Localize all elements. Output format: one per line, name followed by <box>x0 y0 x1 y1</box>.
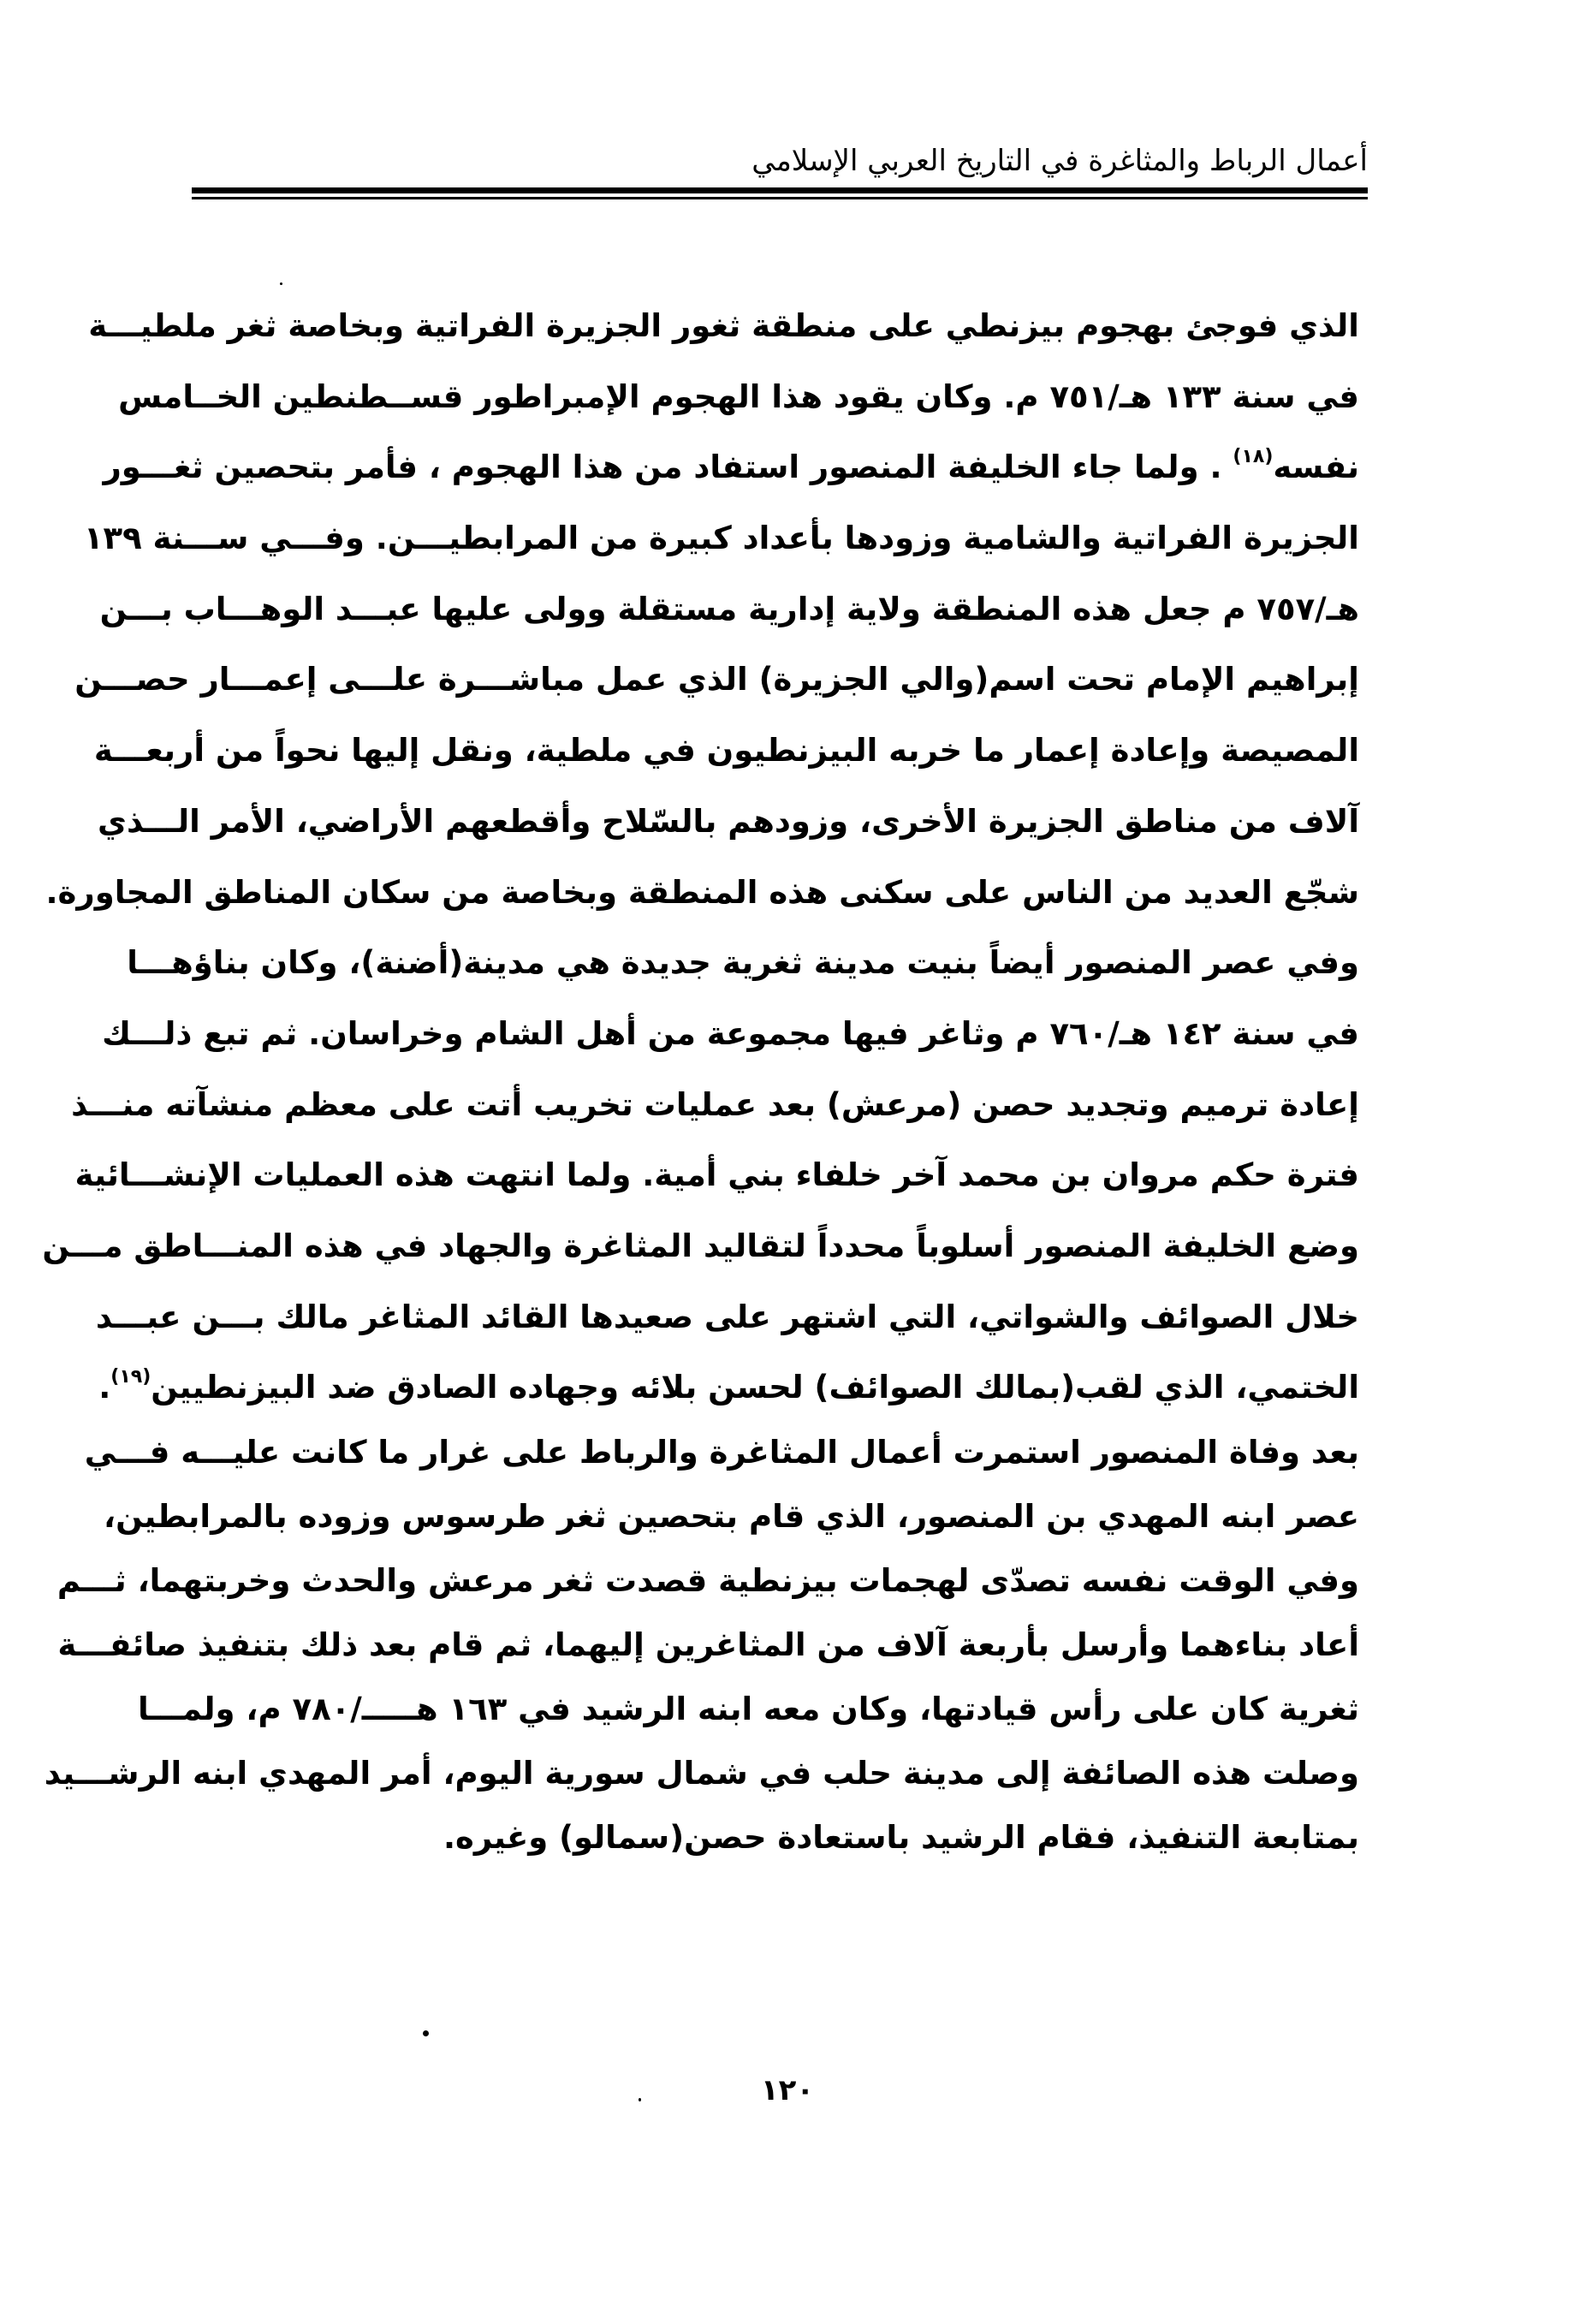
text-line: آلاف من مناطق الجزيرة الأخرى، وزودهم بالسّلاح وأقطعهم الأراضي، الأمر الـــذي <box>98 802 1359 840</box>
footnote-marker-19: (١٩) <box>110 1366 151 1388</box>
text-line <box>98 1361 1359 1432</box>
text-line: الجزيرة الفراتية والشامية وزودها بأعداد كبيرة من المرابطيـــن. وفـــي ســـنة ١٣٩ <box>83 520 1359 557</box>
text-segment: . <box>98 1369 111 1406</box>
text-line: وضع الخليفة المنصور أسلوباً محدداً لتقاليد المثاغرة والجهاد في هذه المنـــاطق مـــن <box>42 1227 1359 1264</box>
scan-speck <box>639 2098 641 2101</box>
text-line <box>103 441 1359 512</box>
text-segment: الختمي، الذي لقب(بمالك الصوائف) لحسن بلائه وجهاده الصادق ضد البيزنطيين <box>151 1369 1359 1406</box>
text-line: شجّع العديد من الناس على سكنى هذه المنطقة وبخاصة من سكان المناطق المجاورة. <box>45 873 1359 911</box>
text-line: بمتابعة التنفيذ، فقام الرشيد باستعادة حصن(سمالو) وغيره. <box>443 1819 1359 1856</box>
text-line: إبراهيم الإمام تحت اسم(والي الجزيرة) الذي عمل مباشـــرة علـــى إعمـــار حصـــن <box>74 661 1359 698</box>
text-line: هـ/٧٥٧ م جعل هذه المنطقة ولاية إدارية مستقلة وولى عليها عبـــد الوهـــاب بـــن <box>99 590 1359 627</box>
text-line: عصر ابنه المهدي بن المنصور، الذي قام بتحصين ثغر طرسوس وزوده بالمرابطين، <box>104 1498 1359 1535</box>
paragraph-2 <box>44 1426 1359 1875</box>
scan-speck <box>423 2030 429 2036</box>
text-line: إعادة ترميم وتجديد حصن (مرعش) بعد عمليات تخريب أتت على معظم منشآته منـــذ <box>71 1085 1359 1123</box>
header-rule-thick <box>192 187 1368 193</box>
text-line: في سنة ١٣٣ هـ/٧٥١ م. وكان يقود هذا الهجوم الإمبراطور قســطنطين الخــامس <box>118 377 1359 415</box>
text-line: خلال الصوائف والشواتي، التي اشتهر على صعيدها القائد المثاغر مالك بـــن عبـــد <box>95 1298 1359 1335</box>
header-rule-thin <box>192 197 1368 199</box>
text-line: في سنة ١٤٢ هـ/٧٦٠ م وثاغر فيها مجموعة من أهل الشام وخراسان. ثم تبع ذلـــك <box>102 1014 1359 1052</box>
running-header-title: أعمال الرباط والمثاغرة في التاريخ العربي الإسلامي <box>751 144 1368 178</box>
text-segment: . ولما جاء الخليفة المنصور استفاد من هذا الهجوم ، فأمر بتحصين ثغـــور <box>103 449 1233 486</box>
text-line: الذي فوجئ بهجوم بيزنطي على منطقة ثغور الجزيرة الفراتية وبخاصة ثغر ملطيـــة <box>88 307 1359 344</box>
text-line: وصلت هذه الصائفة إلى مدينة حلب في شمال سورية اليوم، أمر المهدي ابنه الرشـــيد <box>44 1755 1359 1792</box>
text-line: بعد وفاة المنصور استمرت أعمال المثاغرة والرباط على غرار ما كانت عليـــه فـــي <box>84 1434 1359 1471</box>
text-line: المصيصة وإعادة إعمار ما خربه البيزنطيون في ملطية، ونقل إليها نحواً من أربعـــة <box>93 732 1359 770</box>
page-number: ١٢٠ <box>760 2073 815 2107</box>
text-line: ثغرية كان على رأس قيادتها، وكان معه ابنه الرشيد في ١٦٣ هـــــ/٧٨٠ م، ولمـــا <box>138 1691 1359 1727</box>
body-text <box>42 300 1359 1875</box>
paragraph-1 <box>42 300 1359 1432</box>
text-line: أعاد بناءهما وأرسل بأربعة آلاف من المثاغرين إليهما، ثم قام بعد ذلك بتنفيذ صائفـــة <box>57 1626 1359 1663</box>
scan-speck <box>280 282 282 285</box>
text-line: وفي عصر المنصور أيضاً بنيت مدينة ثغرية جديدة هي مدينة(أضنة)، وكان بناؤهـــا <box>127 944 1359 982</box>
footnote-marker-18: (١٨) <box>1233 446 1274 468</box>
text-line: فترة حكم مروان بن محمد آخر خلفاء بني أمية. ولما انتهت هذه العمليات الإنشـــائية <box>74 1156 1359 1194</box>
text-line: وفي الوقت نفسه تصدّى لهجمات بيزنطية قصدت ثغر مرعش والحدث وخربتهما، ثـــم <box>56 1562 1359 1599</box>
text-segment: نفسه <box>1273 449 1359 486</box>
